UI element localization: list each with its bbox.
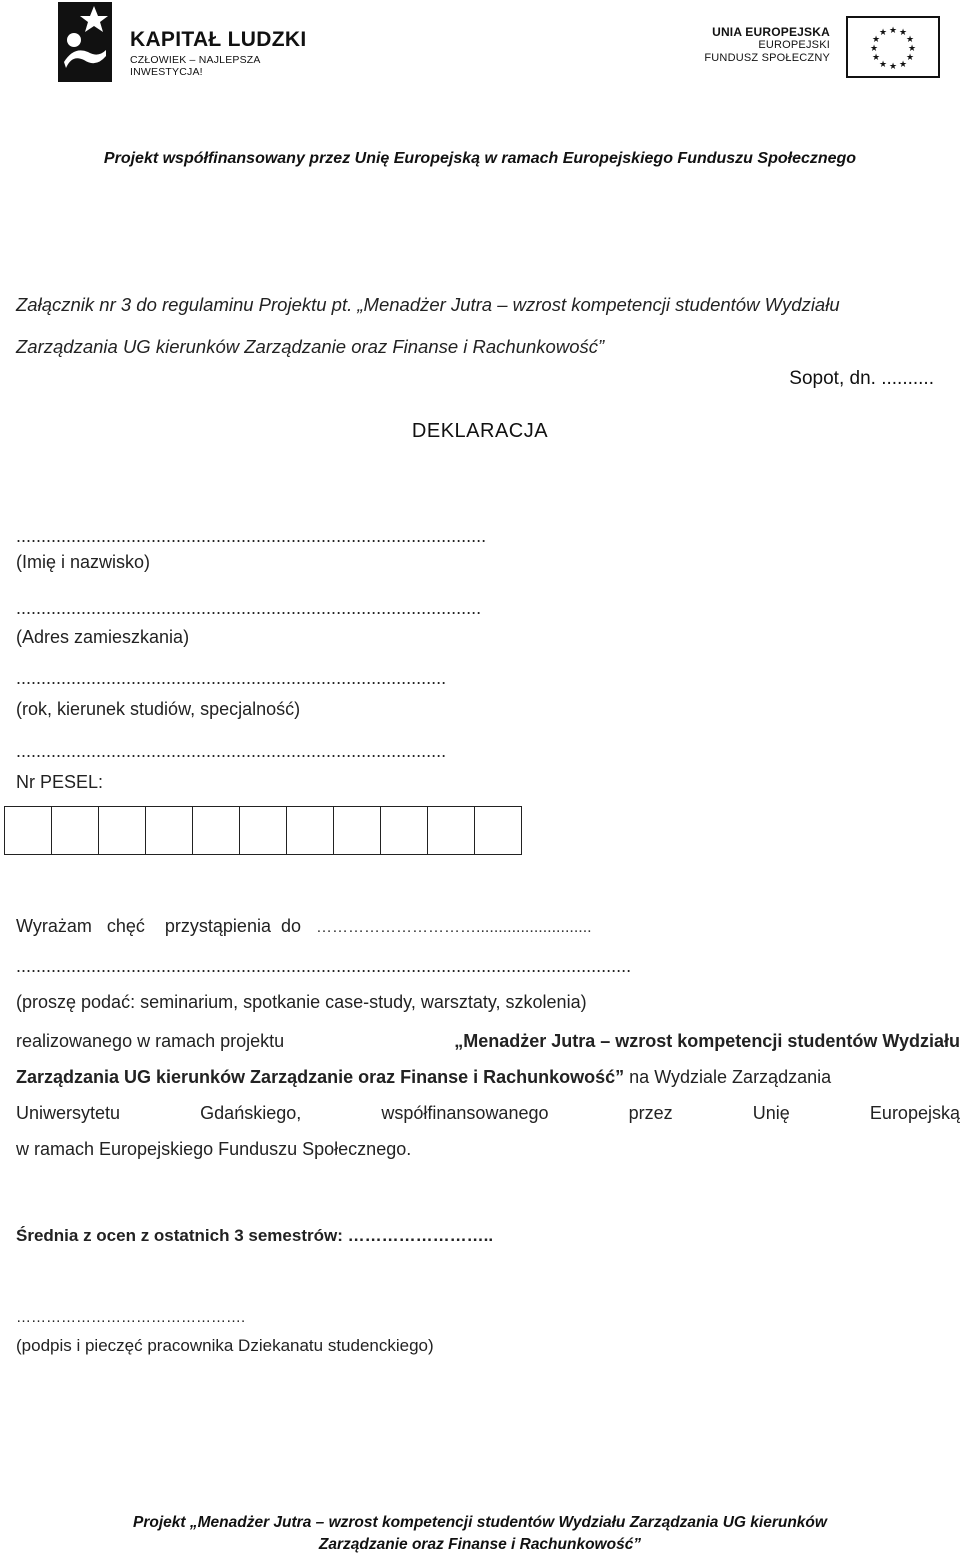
eu-logo — [700, 16, 940, 78]
word: chęć — [106, 916, 145, 936]
pesel-boxes[interactable] — [4, 806, 522, 855]
study-label: (rok, kierunek studiów, specjalność) — [16, 699, 301, 719]
svg-text:★: ★ — [871, 35, 881, 45]
word: współfinansowanego — [381, 1103, 549, 1123]
word: Gdańskiego, — [200, 1103, 302, 1123]
word: przez — [628, 1103, 673, 1123]
signature-label: (podpis i pieczęć pracownika Dziekanatu studenckiego) — [16, 1336, 434, 1355]
pesel-digit-box[interactable] — [474, 806, 522, 855]
attachment-note — [16, 284, 960, 368]
name-label: (Imię i nazwisko) — [16, 552, 151, 572]
event-field-dots-2[interactable]: ........................................................................................................................... — [16, 956, 632, 976]
project-name-part2: Zarządzania UG kierunków Zarządzanie oraz Finanse i Rachunkowość” — [16, 1067, 625, 1087]
cofinance-header: Projekt współfinansowany przez Unię Europejską w ramach Europejskiego Funduszu Społecznego — [103, 150, 857, 167]
word: Wyrażam — [16, 916, 92, 936]
pesel-digit-box[interactable] — [145, 806, 193, 855]
pesel-digit-box[interactable] — [380, 806, 428, 855]
address-field-dots[interactable]: ............................................................................................. — [16, 598, 482, 618]
eu-line-1: UNIA EUROPEJSKA — [712, 25, 830, 39]
name-field-dots[interactable]: .............................................................................................. — [16, 526, 487, 546]
svg-text:★: ★ — [878, 60, 888, 70]
pesel-digit-box[interactable] — [98, 806, 146, 855]
grade-average[interactable]: Średnia z ocen z ostatnich 3 semestrów: …………………….. — [16, 1226, 494, 1245]
pesel-digit-box[interactable] — [4, 806, 52, 855]
word: do — [280, 916, 302, 936]
event-hint: (proszę podać: seminarium, spotkanie case-study, warsztaty, szkolenia) — [16, 992, 587, 1012]
svg-text:★: ★ — [907, 44, 917, 54]
study-field-dots[interactable]: ...................................................................................... — [16, 668, 447, 688]
star-person-icon — [58, 2, 116, 82]
paragraph-text: realizowanego w ramach projektu — [16, 1031, 285, 1051]
logo-subtitle: CZŁOWIEK – NAJLEPSZA INWESTYCJA! — [130, 54, 261, 78]
declaration-line — [16, 908, 960, 946]
footer-line-1: Projekt „Menadżer Jutra – wzrost kompetencji studentów Wydziału Zarządzania UG kierunków — [133, 1514, 827, 1531]
pesel-digit-box[interactable] — [286, 806, 334, 855]
svg-text:★: ★ — [878, 28, 888, 38]
signature-dots[interactable]: ………………………………………. — [16, 1309, 246, 1326]
pesel-digit-box[interactable] — [192, 806, 240, 855]
svg-text:★: ★ — [871, 53, 881, 63]
project-paragraph — [16, 1023, 960, 1167]
eu-line-3: FUNDUSZ SPOŁECZNY — [704, 52, 830, 64]
footer — [0, 1512, 960, 1556]
page-title: DEKLARACJA — [411, 420, 549, 442]
svg-text:★: ★ — [888, 62, 898, 72]
svg-text:★: ★ — [888, 26, 898, 36]
footer-line-2: Zarządzanie oraz Finanse i Rachunkowość” — [318, 1536, 642, 1553]
pesel-digit-box[interactable] — [51, 806, 99, 855]
logo-title: KAPITAŁ LUDZKI — [130, 28, 307, 51]
svg-text:★: ★ — [898, 60, 908, 70]
attachment-line-1: Załącznik nr 3 do regulaminu Projektu pt. „Menadżer Jutra – wzrost kompetencji studentów Wydziału — [16, 294, 840, 315]
project-name-part1: „Menadżer Jutra – wzrost kompetencji studentów Wydziału — [454, 1031, 960, 1051]
attachment-line-2: Zarządzania UG kierunków Zarządzanie oraz Finanse i Rachunkowość” — [16, 336, 605, 357]
word: Europejską — [869, 1103, 960, 1123]
eu-flag-icon — [846, 16, 940, 78]
pesel-label: Nr PESEL: — [16, 772, 104, 792]
paragraph-last-line: w ramach Europejskiego Funduszu Społecznego. — [16, 1139, 412, 1159]
svg-text:★: ★ — [905, 53, 915, 63]
address-label: (Adres zamieszkania) — [16, 627, 190, 647]
pesel-field-dots: ...................................................................................... — [16, 741, 447, 761]
kapital-ludzki-logo — [58, 2, 318, 82]
word: przystąpienia — [164, 916, 271, 936]
word: Uniwersytetu — [16, 1103, 121, 1123]
svg-text:★: ★ — [869, 44, 879, 54]
pesel-digit-box[interactable] — [239, 806, 287, 855]
pesel-digit-box[interactable] — [333, 806, 381, 855]
word: Unię — [752, 1103, 790, 1123]
place-date: Sopot, dn. .......... — [789, 368, 934, 389]
pesel-digit-box[interactable] — [427, 806, 475, 855]
eu-line-2: EUROPEJSKI — [758, 39, 830, 51]
paragraph-text: na Wydziale Zarządzania — [624, 1067, 832, 1087]
event-field-dots[interactable]: ………………………….......................... — [316, 919, 592, 936]
svg-text:★: ★ — [898, 28, 908, 38]
svg-text:★: ★ — [905, 35, 915, 45]
